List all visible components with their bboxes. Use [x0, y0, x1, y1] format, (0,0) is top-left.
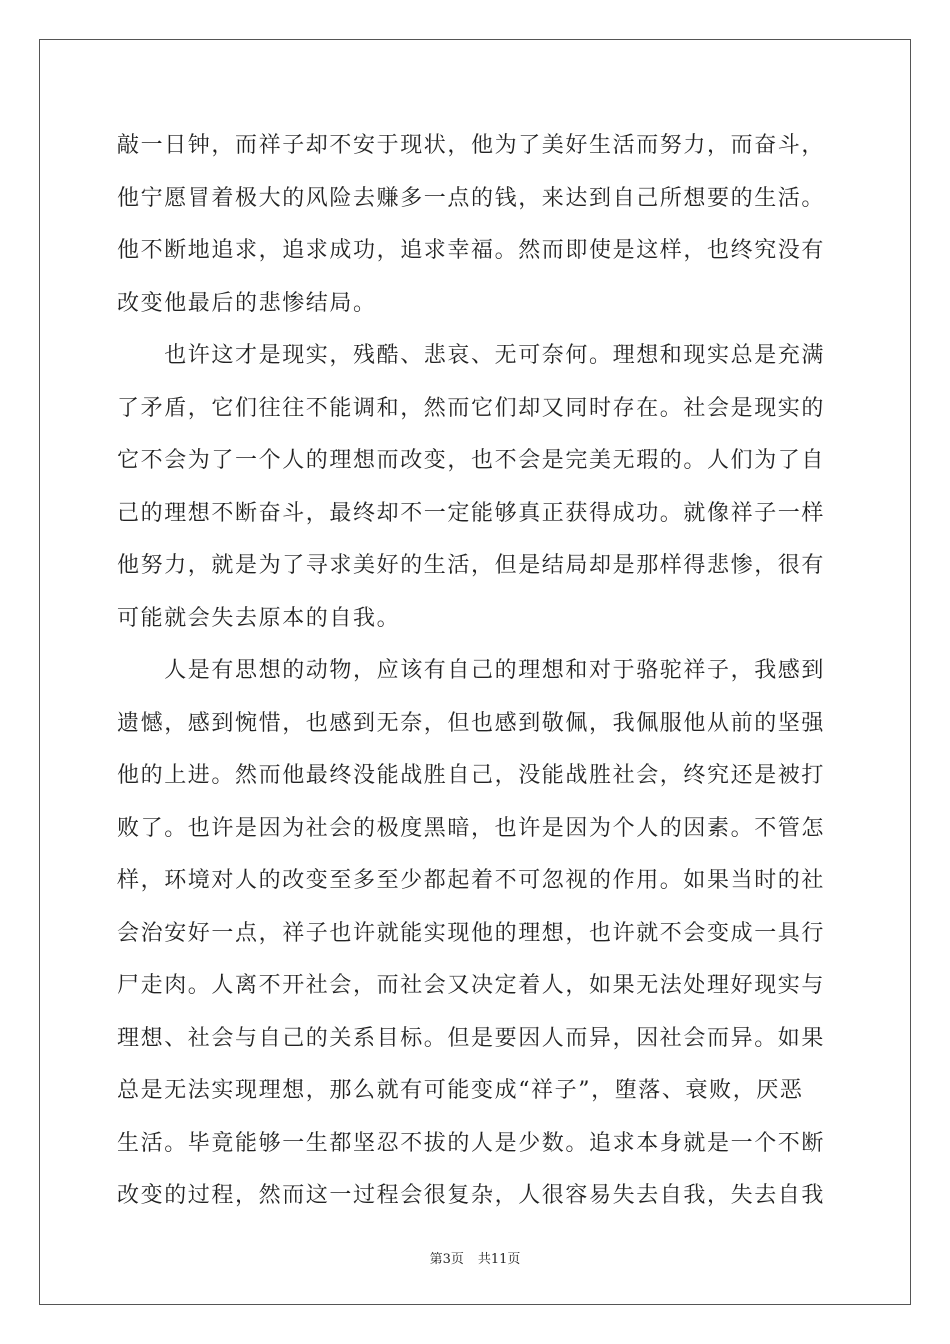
- page-footer: [0, 1248, 950, 1267]
- text-line: 理想、社会与自己的关系目标。但是要因人而异，因社会而异。如果: [117, 1025, 826, 1051]
- text-line: 人是有思想的动物，应该有自己的理想和对于骆驼祥子，我感到: [117, 658, 826, 683]
- text-line: 己的理想不断奋斗，最终却不一定能够真正获得成功。就像祥子一样: [117, 500, 826, 526]
- text-line: 了矛盾，它们往往不能调和，然而它们却又同时存在。社会是现实的: [117, 395, 826, 421]
- page-total: 共11页: [477, 1252, 521, 1267]
- text-line: 也许这才是现实，残酷、悲哀、无可奈何。理想和现实总是充满: [117, 343, 826, 368]
- text-line: 他不断地追求，追求成功，追求幸福。然而即使是这样，也终究没有: [117, 238, 826, 263]
- text-line: 样，环境对人的改变至多至少都起着不可忽视的作用。如果当时的社: [117, 868, 826, 893]
- document-body: [117, 126, 833, 1229]
- text-line: 尸走肉。人离不开社会，而社会又决定着人，如果无法处理好现实与: [117, 973, 826, 998]
- text-line: 遗憾，感到惋惜，也感到无奈，但也感到敬佩，我佩服他从前的坚强: [117, 710, 826, 736]
- text-line: 他宁愿冒着极大的风险去赚多一点的钱，来达到自己所想要的生活。: [117, 185, 826, 211]
- text-line: 总是无法实现理想，那么就有可能变成“祥子”，堕落、衰败，厌恶: [117, 1078, 804, 1103]
- text-line: 他的上进。然而他最终没能战胜自己，没能战胜社会，终究还是被打: [117, 763, 826, 788]
- text-line: 它不会为了一个人的理想而改变，也不会是完美无瑕的。人们为了自: [117, 448, 826, 473]
- text-line: 改变的过程，然而这一过程会很复杂，人很容易失去自我，失去自我: [117, 1183, 826, 1208]
- text-line: 改变他最后的悲惨结局。: [117, 290, 377, 316]
- text-line: 敲一日钟，而祥子却不安于现状，他为了美好生活而努力，而奋斗，: [117, 133, 826, 158]
- text-line: 他努力，就是为了寻求美好的生活，但是结局却是那样得悲惨，很有: [117, 553, 826, 578]
- text-line: 败了。也许是因为社会的极度黑暗，也许是因为个人的因素。不管怎: [117, 815, 826, 841]
- text-line: 可能就会失去原本的自我。: [117, 605, 401, 631]
- page-number: 第3页: [429, 1252, 464, 1267]
- text-line: 生活。毕竟能够一生都坚忍不拔的人是少数。追求本身就是一个不断: [117, 1130, 826, 1156]
- text-line: 会治安好一点，祥子也许就能实现他的理想，也许就不会变成一具行: [117, 920, 826, 946]
